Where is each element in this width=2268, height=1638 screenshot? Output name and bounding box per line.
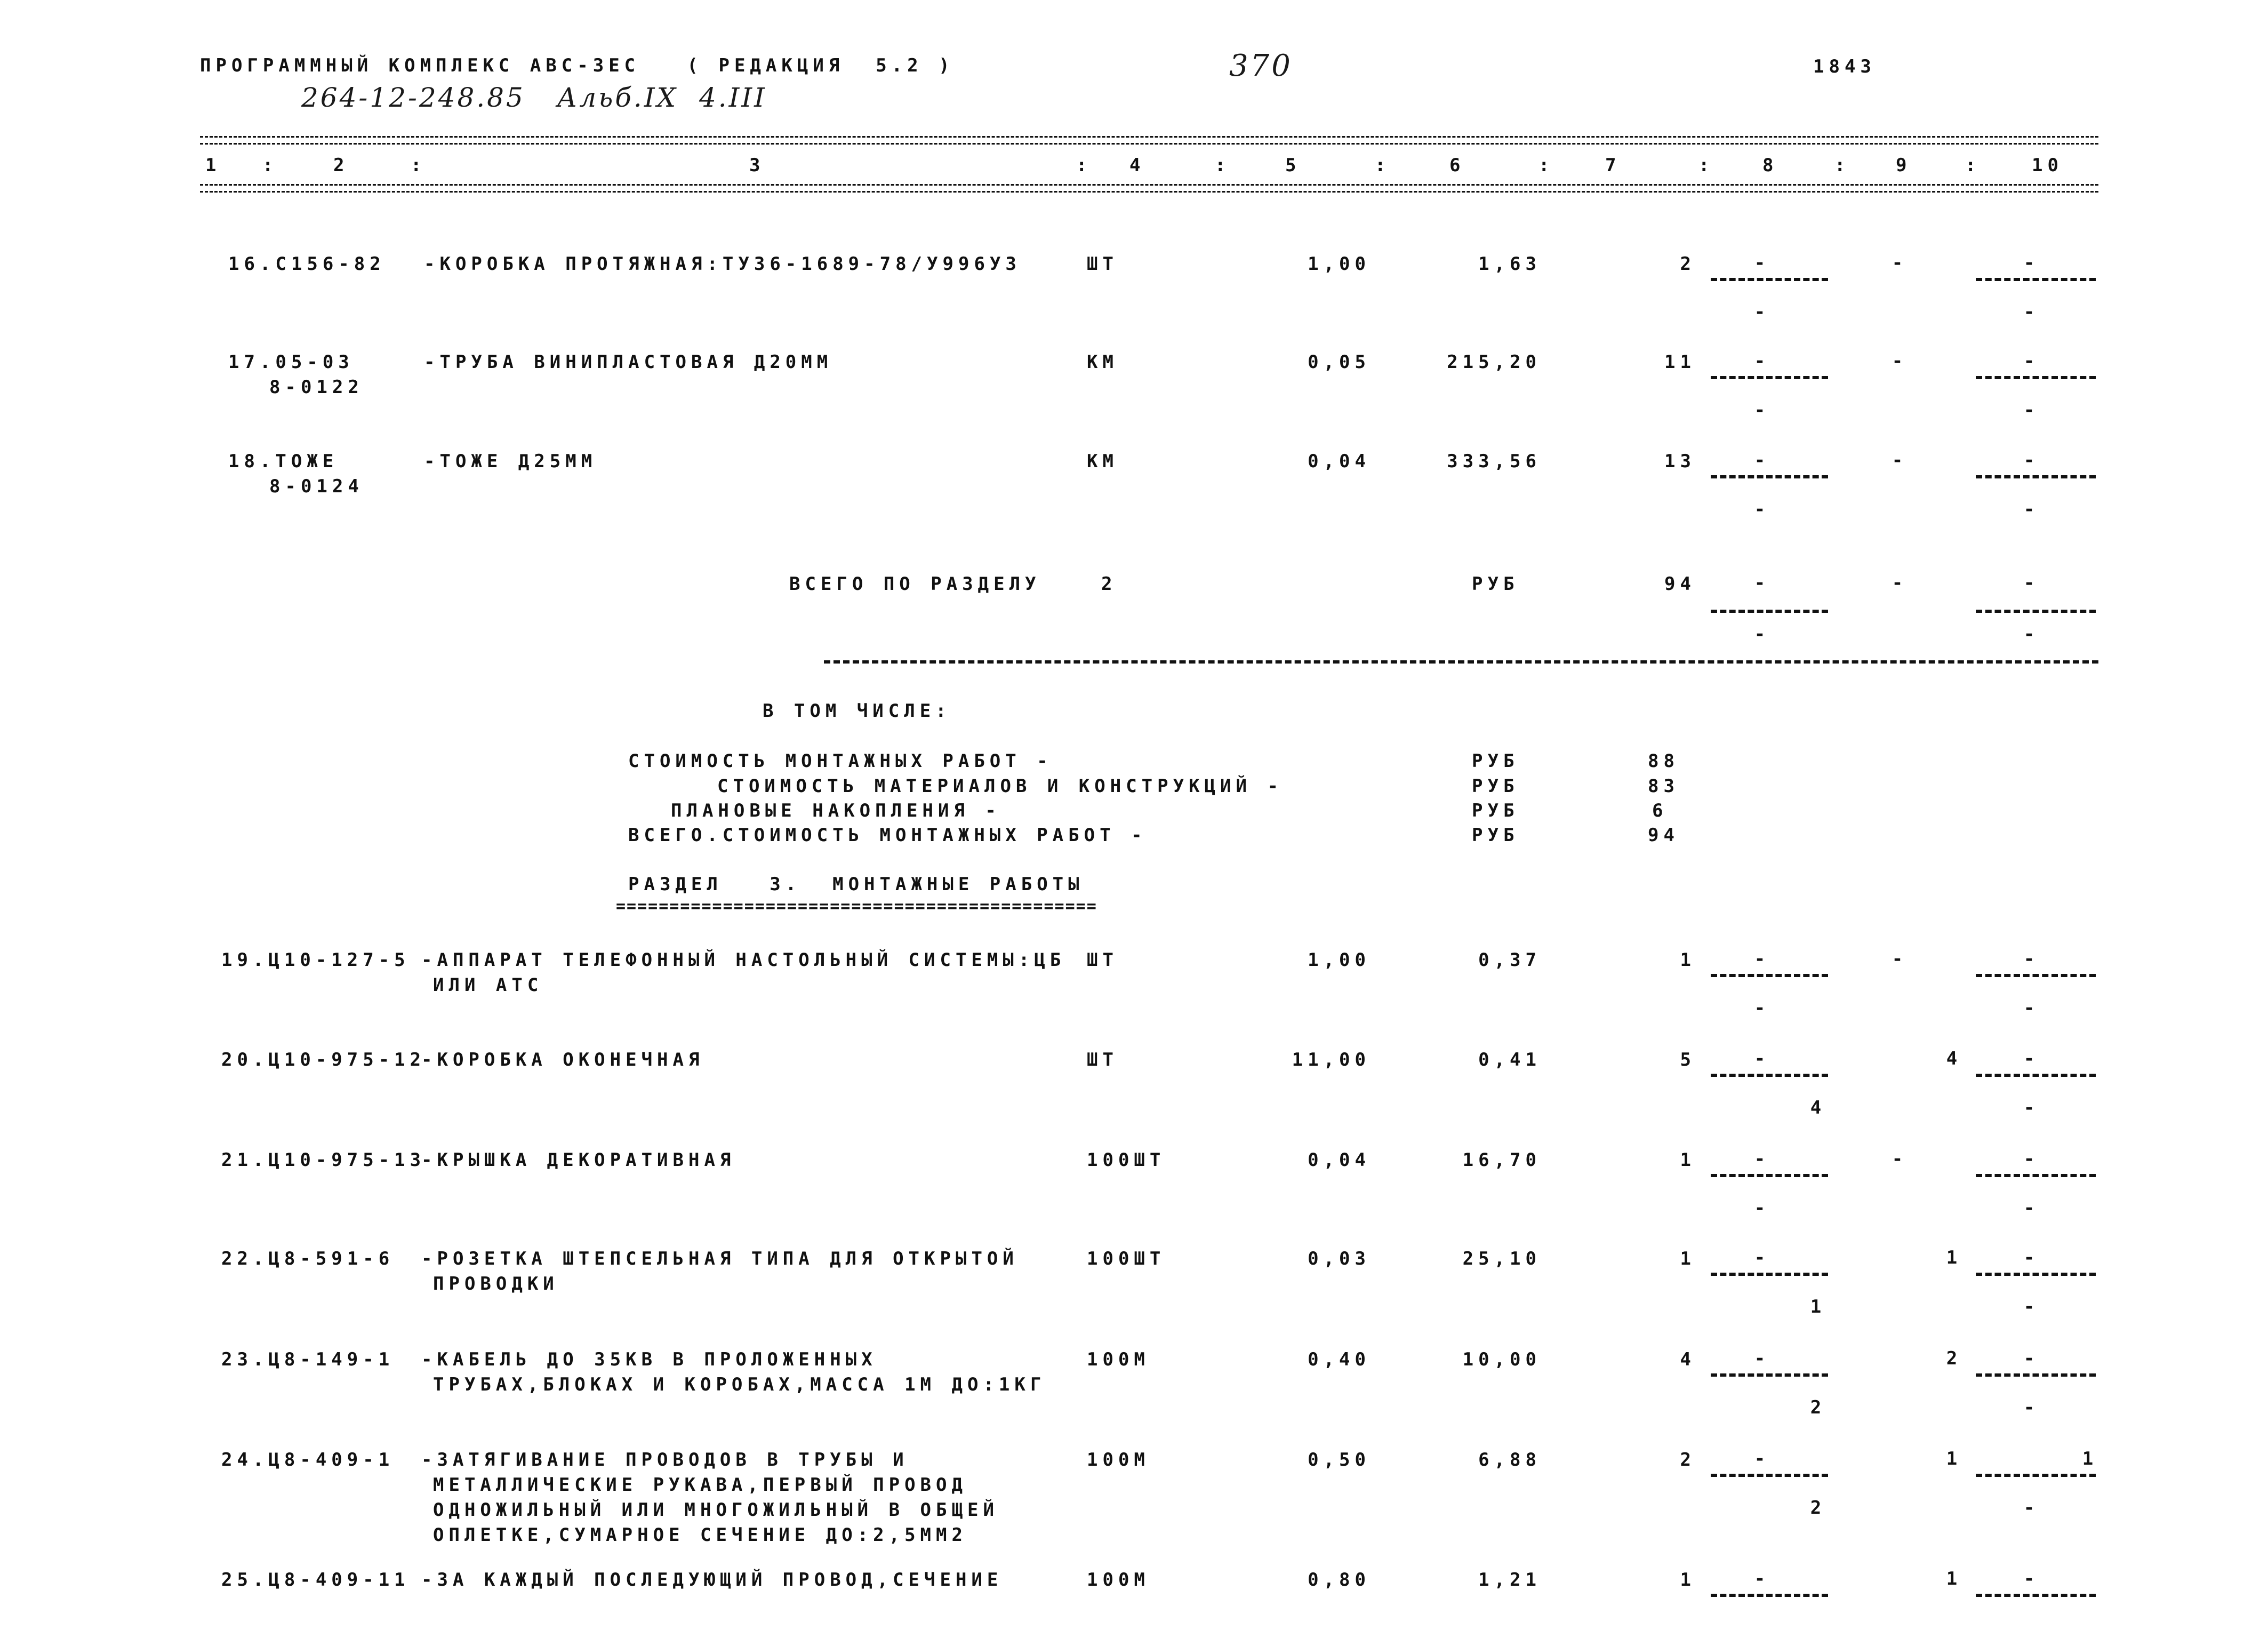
column-header-cell: : (1698, 155, 1714, 176)
row-col10-bottom: - (2023, 1397, 2035, 1418)
row-col8-rule (1711, 278, 1828, 281)
section-total-c10-rule (1976, 610, 2096, 613)
row-quantity: 1,00 (1308, 949, 1371, 971)
row-code: 17.05-03 (228, 351, 354, 373)
row-col10-bottom: - (2023, 1097, 2035, 1118)
row-col8-rule (1711, 1373, 1828, 1377)
row-quantity: 0,80 (1308, 1569, 1371, 1591)
row-col10-bottom: - (2023, 399, 2035, 421)
row-col8-rule (1711, 1594, 1828, 1597)
row-col10-top: 1 (2082, 1448, 2094, 1469)
row-col8-top: - (1754, 252, 1766, 274)
row-unit: ШТ (1087, 1049, 1118, 1070)
row-col10-top: - (2023, 1148, 2035, 1170)
row-col10-top: - (2023, 252, 2035, 274)
row-description: -РОЗЕТКА ШТЕПСЕЛЬНАЯ ТИПА ДЛЯ ОТКРЫТОЙ (421, 1248, 1019, 1269)
row-col9: 4 (1946, 1048, 1958, 1069)
row-code: 19.Ц10-127-5 (221, 949, 410, 971)
including-line-label: ВСЕГО.СТОИМОСТЬ МОНТАЖНЫХ РАБОТ - (628, 825, 1147, 846)
including-line-value: 88 (1648, 750, 1679, 772)
row-col8-top: - (1754, 1568, 1766, 1589)
section-total-value: 94 (1664, 573, 1696, 595)
row-col10-top: - (2023, 1048, 2035, 1069)
row-total: 1 (1680, 1149, 1696, 1171)
row-description: ПРОВОДКИ (433, 1273, 559, 1295)
row-col10-rule (1976, 376, 2096, 379)
row-col8-bottom: 1 (1810, 1296, 1822, 1317)
row-col10-bottom: - (2023, 499, 2035, 520)
row-col8-bottom: 2 (1810, 1397, 1822, 1418)
row-col8-rule (1711, 475, 1828, 478)
row-col10-bottom: - (2023, 1497, 2035, 1519)
row-unit: КМ (1087, 351, 1118, 373)
row-total: 1 (1680, 1569, 1696, 1591)
row-total: 11 (1664, 351, 1696, 373)
row-quantity: 0,03 (1308, 1248, 1371, 1269)
row-col10-rule (1976, 974, 2096, 977)
including-line-value: 6 (1652, 800, 1668, 821)
row-col8-rule (1711, 376, 1828, 379)
row-col9: - (1892, 450, 1903, 471)
row-price: 1,21 (1478, 1569, 1541, 1591)
row-unit: ШТ (1087, 949, 1118, 971)
row-description: -АППАРАТ ТЕЛЕФОННЫЙ НАСТОЛЬНЫЙ СИСТЕМЫ:ЦБ (421, 949, 1066, 971)
row-col8-rule (1711, 974, 1828, 977)
row-quantity: 0,40 (1308, 1349, 1371, 1370)
row-price: 6,88 (1478, 1449, 1541, 1471)
row-col8-top: - (1754, 1348, 1766, 1369)
including-line-unit: РУБ (1472, 825, 1519, 846)
row-col8-top: - (1754, 1448, 1766, 1469)
column-header-cell: 5 (1285, 155, 1301, 176)
row-col8-top: - (1754, 350, 1766, 372)
column-header-cell: 6 (1449, 155, 1465, 176)
row-description: -ТРУБА ВИНИПЛАСТОВАЯ Д20ММ (424, 351, 833, 373)
row-col8-rule (1711, 1273, 1828, 1276)
row-total: 13 (1664, 451, 1696, 472)
row-quantity: 0,04 (1308, 1149, 1371, 1171)
row-description: -КАБЕЛЬ ДО 35КВ В ПРОЛОЖЕННЫХ (421, 1349, 877, 1370)
row-col10-rule (1976, 1474, 2096, 1477)
column-header-cell: 3 (749, 155, 765, 176)
including-line-unit: РУБ (1472, 800, 1519, 821)
row-col8-bottom: - (1754, 499, 1766, 520)
row-code: 18.ТОЖЕ (228, 451, 339, 472)
row-col10-top: - (2023, 450, 2035, 471)
column-header-cell: 1 (205, 155, 221, 176)
row-code: 16.С156-82 (228, 253, 386, 275)
section-total-unit: РУБ (1472, 573, 1519, 595)
row-description: ОПЛЕТКЕ,СУМАРНОЕ СЕЧЕНИЕ ДО:2,5ММ2 (433, 1524, 967, 1546)
section-total-c8-top: - (1754, 572, 1766, 594)
row-col8-rule (1711, 1074, 1828, 1077)
row-unit: 100ШТ (1087, 1248, 1166, 1269)
row-col8-bottom: - (1754, 1197, 1766, 1219)
row-description: -КРЫШКА ДЕКОРАТИВНАЯ (421, 1149, 736, 1171)
including-line-unit: РУБ (1472, 776, 1519, 797)
row-col8-top: - (1754, 948, 1766, 970)
row-col8-bottom: - (1754, 997, 1766, 1019)
row-code: 24.Ц8-409-1 (221, 1449, 395, 1471)
row-col10-rule (1976, 1273, 2096, 1276)
column-header-cell: : (1375, 155, 1391, 176)
handwritten-reference: 264-12-248.85 Альб.IX 4.III (301, 82, 767, 113)
section-3-title: РАЗДЕЛ 3. МОНТАЖНЫЕ РАБОТЫ (628, 874, 1084, 895)
row-code-2: 8-0122 (269, 377, 364, 398)
section-total-c10-bot: - (2023, 624, 2035, 645)
including-line-unit: РУБ (1472, 750, 1519, 772)
including-line-value: 83 (1648, 776, 1679, 797)
column-header-cell: : (1538, 155, 1554, 176)
including-line-value: 94 (1648, 825, 1679, 846)
section-3-underline: ============================================= (616, 897, 1097, 916)
including-line-label: ПЛАНОВЫЕ НАКОПЛЕНИЯ - (671, 800, 1001, 821)
row-col9: - (1892, 948, 1903, 970)
including-title: В ТОМ ЧИСЛЕ: (763, 700, 951, 722)
row-description: ИЛИ АТС (433, 974, 543, 996)
section-total-c9: - (1892, 572, 1903, 594)
row-col9: 1 (1946, 1247, 1958, 1268)
section-total-c10-top: - (2023, 572, 2035, 594)
row-quantity: 0,50 (1308, 1449, 1371, 1471)
row-price: 16,70 (1462, 1149, 1541, 1171)
column-header-cell: : (1965, 155, 1981, 176)
row-price: 0,41 (1478, 1049, 1541, 1070)
row-code: 21.Ц10-975-13 (221, 1149, 426, 1171)
row-quantity: 1,00 (1308, 253, 1371, 275)
column-header-cell: 2 (333, 155, 349, 176)
row-col10-rule (1976, 475, 2096, 478)
section-total-c8-bot: - (1754, 624, 1766, 645)
row-col9: 1 (1946, 1568, 1958, 1589)
row-total: 2 (1680, 253, 1696, 275)
column-header-cell: : (1076, 155, 1092, 176)
row-code: 23.Ц8-149-1 (221, 1349, 395, 1370)
row-col10-top: - (2023, 350, 2035, 372)
row-description: ОДНОЖИЛЬНЫЙ ИЛИ МНОГОЖИЛЬНЫЙ В ОБЩЕЙ (433, 1499, 999, 1521)
row-price: 215,20 (1447, 351, 1541, 373)
column-header-cell: : (262, 155, 278, 176)
row-col10-rule (1976, 1594, 2096, 1597)
row-unit: 100М (1087, 1569, 1150, 1591)
header-rule-top (200, 136, 2098, 145)
row-col9: - (1892, 252, 1903, 274)
row-col10-bottom: - (2023, 1296, 2035, 1317)
row-total: 4 (1680, 1349, 1696, 1370)
row-col8-bottom: - (1754, 399, 1766, 421)
column-header-cell: 4 (1129, 155, 1145, 176)
row-col10-top: - (2023, 948, 2035, 970)
row-unit: 100М (1087, 1449, 1150, 1471)
row-col9: 1 (1946, 1448, 1958, 1469)
section-total-label: ВСЕГО ПО РАЗДЕЛУ (789, 573, 1041, 595)
section-total-c8-rule (1711, 610, 1828, 613)
row-col10-bottom: - (2023, 997, 2035, 1019)
row-col10-rule (1976, 1074, 2096, 1077)
row-price: 333,56 (1447, 451, 1541, 472)
row-col9: - (1892, 350, 1903, 372)
row-unit: 100М (1087, 1349, 1150, 1370)
row-col8-top: - (1754, 1048, 1766, 1069)
column-header-cell: : (1215, 155, 1231, 176)
row-col8-bottom: - (1754, 301, 1766, 323)
row-description: -ЗА КАЖДЫЙ ПОСЛЕДУЮЩИЙ ПРОВОД,СЕЧЕНИЕ (421, 1569, 1003, 1591)
section-total-section: 2 (1101, 573, 1117, 595)
page-number: 1843 (1813, 56, 1876, 77)
row-col9: 2 (1946, 1348, 1958, 1369)
column-header-cell: 10 (2032, 155, 2063, 176)
handwritten-page-number: 370 (1229, 49, 1293, 83)
program-header: ПРОГРАММНЫЙ КОМПЛЕКС АВС-ЗЕС ( РЕДАКЦИЯ 5.2 ) (200, 55, 955, 76)
row-col8-top: - (1754, 450, 1766, 471)
row-description: -ТОЖЕ Д25ММ (424, 451, 597, 472)
row-col9: - (1892, 1148, 1903, 1170)
row-total: 2 (1680, 1449, 1696, 1471)
including-line-label: СТОИМОСТЬ МОНТАЖНЫХ РАБОТ - (628, 750, 1053, 772)
row-unit: 100ШТ (1087, 1149, 1166, 1171)
column-header-cell: 7 (1605, 155, 1621, 176)
row-total: 1 (1680, 949, 1696, 971)
row-description: -КОРОБКА ОКОНЕЧНАЯ (421, 1049, 704, 1070)
row-code: 20.Ц10-975-12 (221, 1049, 426, 1070)
row-quantity: 11,00 (1292, 1049, 1371, 1070)
column-header-cell: : (411, 155, 427, 176)
row-col10-top: - (2023, 1568, 2035, 1589)
row-code: 22.Ц8-591-6 (221, 1248, 395, 1269)
row-price: 10,00 (1462, 1349, 1541, 1370)
row-description: -КОРОБКА ПРОТЯЖНАЯ:ТУ36-1689-78/У996У3 (424, 253, 1021, 275)
row-code: 25.Ц8-409-11 (221, 1569, 410, 1591)
row-price: 25,10 (1462, 1248, 1541, 1269)
row-col8-top: - (1754, 1247, 1766, 1268)
row-quantity: 0,04 (1308, 451, 1371, 472)
including-line-label: СТОИМОСТЬ МАТЕРИАЛОВ И КОНСТРУКЦИЙ - (717, 776, 1283, 797)
row-col10-rule (1976, 1174, 2096, 1177)
row-col10-bottom: - (2023, 301, 2035, 323)
row-col8-rule (1711, 1174, 1828, 1177)
row-col10-rule (1976, 1373, 2096, 1377)
row-price: 0,37 (1478, 949, 1541, 971)
row-price: 1,63 (1478, 253, 1541, 275)
row-col8-bottom: 2 (1810, 1497, 1822, 1519)
row-total: 5 (1680, 1049, 1696, 1070)
row-unit: ШТ (1087, 253, 1118, 275)
header-rule-bottom (200, 184, 2098, 193)
row-col10-bottom: - (2023, 1197, 2035, 1219)
row-total: 1 (1680, 1248, 1696, 1269)
row-col10-rule (1976, 278, 2096, 281)
column-header-cell: : (1834, 155, 1850, 176)
column-header-cell: 9 (1896, 155, 1912, 176)
row-col8-bottom: 4 (1810, 1097, 1822, 1118)
row-description: ТРУБАХ,БЛОКАХ И КОРОБАХ,МАССА 1М ДО:1КГ (433, 1374, 1046, 1395)
row-description: МЕТАЛЛИЧЕСКИЕ РУКАВА,ПЕРВЫЙ ПРОВОД (433, 1474, 967, 1496)
row-quantity: 0,05 (1308, 351, 1371, 373)
row-col10-top: - (2023, 1247, 2035, 1268)
row-code-2: 8-0124 (269, 476, 364, 497)
row-unit: КМ (1087, 451, 1118, 472)
row-description: -ЗАТЯГИВАНИЕ ПРОВОДОВ В ТРУБЫ И (421, 1449, 909, 1471)
row-col8-top: - (1754, 1148, 1766, 1170)
column-header-cell: 8 (1762, 155, 1778, 176)
section-divider (824, 660, 2098, 664)
row-col10-top: - (2023, 1348, 2035, 1369)
row-col8-rule (1711, 1474, 1828, 1477)
